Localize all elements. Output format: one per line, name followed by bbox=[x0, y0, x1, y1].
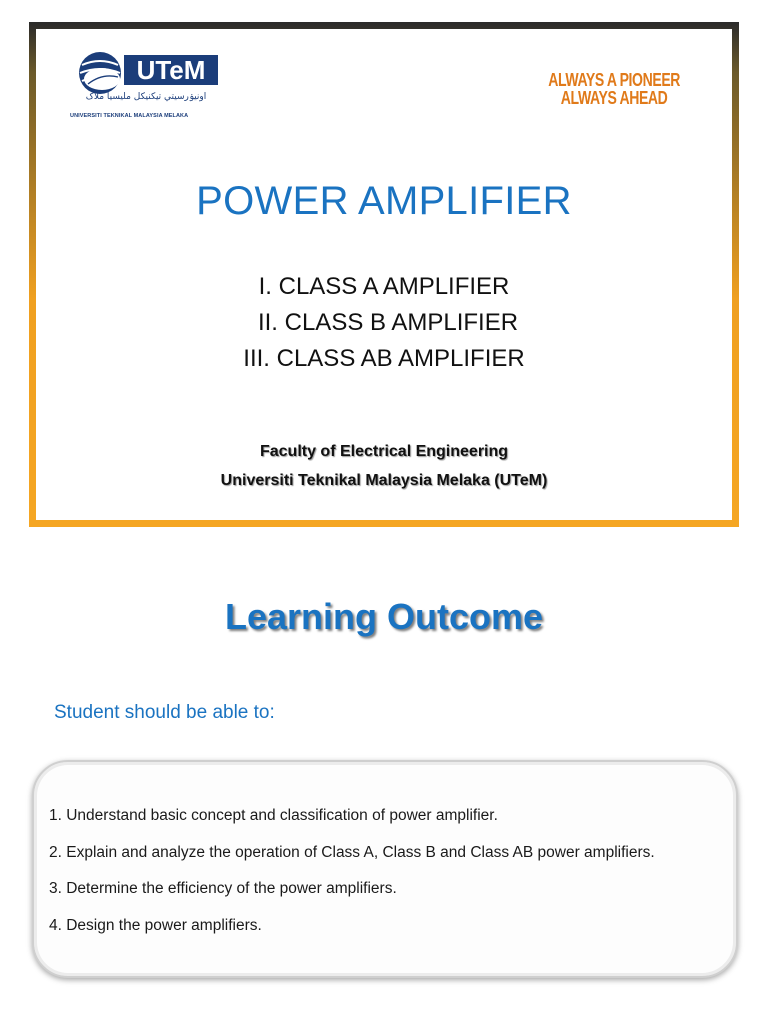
slogan-line-2: ALWAYS AHEAD bbox=[560, 88, 668, 108]
class-item: II. CLASS B AMPLIFIER bbox=[257, 309, 519, 336]
slogan bbox=[548, 71, 680, 107]
outcome-item: 3. Determine the efficiency of the power amplifiers. bbox=[49, 880, 397, 897]
learning-outcome-title: Learning Outcome bbox=[224, 596, 544, 637]
class-item: III. CLASS AB AMPLIFIER bbox=[243, 345, 525, 372]
faculty-block bbox=[36, 437, 732, 495]
institution-name: Universiti Teknikal Malaysia Melaka (UTeM) bbox=[220, 472, 548, 489]
globe-icon bbox=[79, 52, 121, 94]
outcome-item: 2. Explain and analyze the operation of Class A, Class B and Class AB power amplifiers. bbox=[49, 843, 655, 861]
class-list bbox=[36, 269, 732, 377]
faculty-name: Faculty of Electrical Engineering bbox=[259, 443, 509, 460]
outcome-item: 1. Understand basic concept and classification of power amplifier. bbox=[49, 807, 498, 824]
outcomes-list bbox=[49, 805, 655, 951]
presentation-title: POWER AMPLIFIER bbox=[196, 179, 572, 223]
title-slide bbox=[36, 29, 732, 520]
svg-text:UTeM: UTeM bbox=[136, 55, 206, 85]
learning-outcome-subtitle: Student should be able to: bbox=[54, 702, 275, 723]
svg-text:اونيۏرسيتي تيكنيکل مليسيا ملاک: اونيۏرسيتي تيكنيکل مليسيا ملاک bbox=[85, 92, 207, 102]
outcome-item: 4. Design the power amplifiers. bbox=[49, 916, 262, 934]
class-item: I. CLASS A AMPLIFIER bbox=[258, 273, 510, 300]
title-slide-frame bbox=[29, 22, 739, 527]
logo-university-name: UNIVERSITI TEKNIKAL MALAYSIA MELAKA bbox=[70, 113, 189, 119]
slogan-line-1: ALWAYS A PIONEER bbox=[548, 70, 680, 90]
